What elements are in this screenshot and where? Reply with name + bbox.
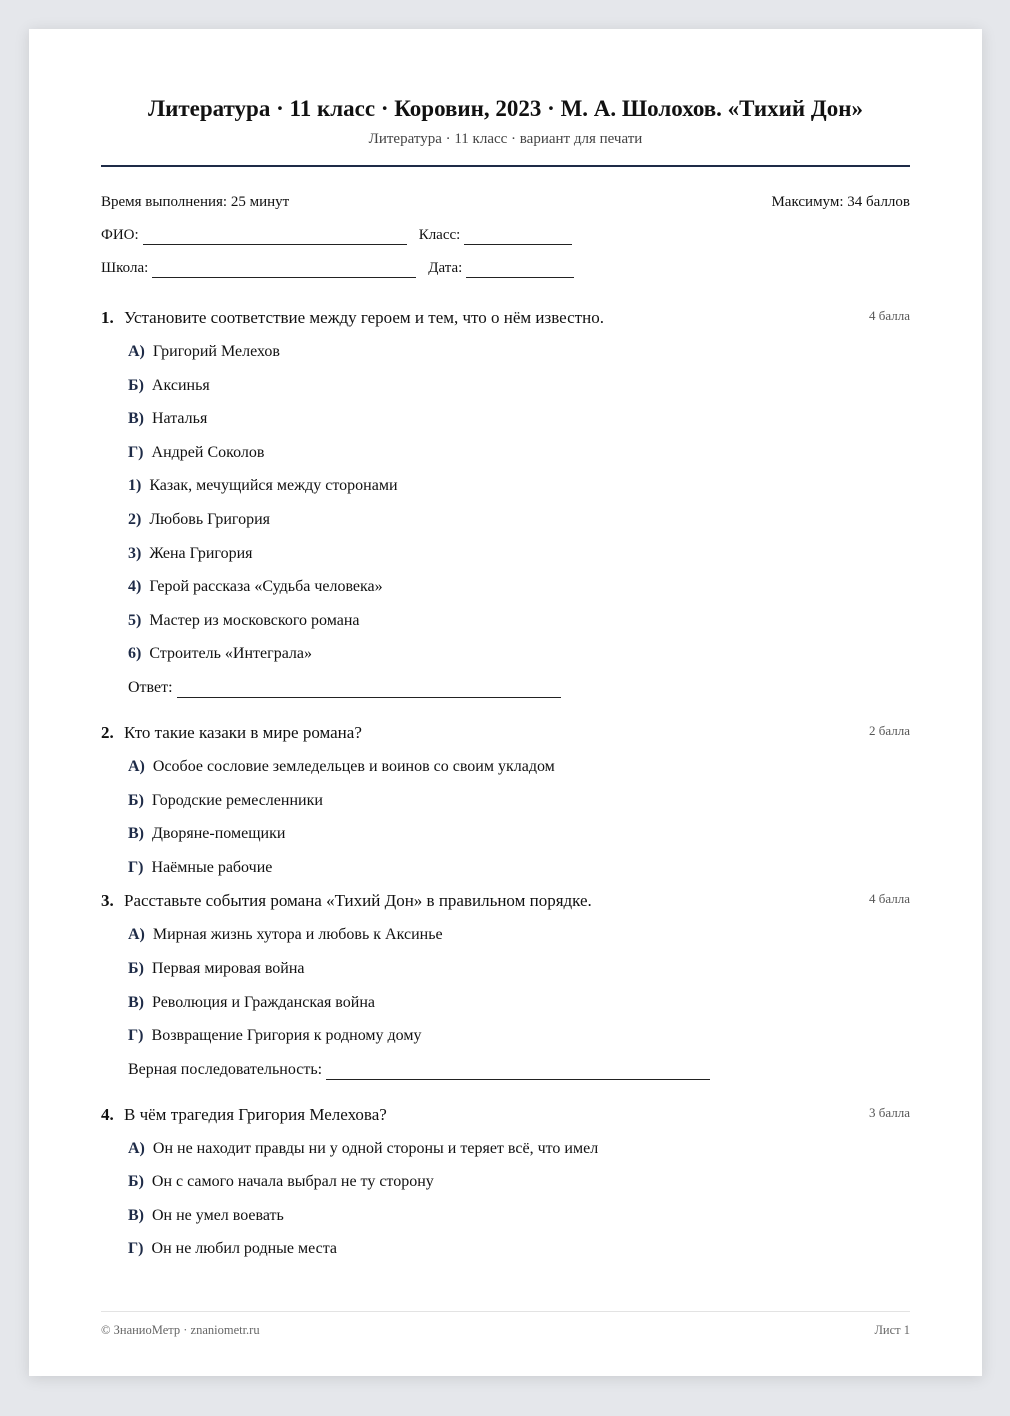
answer-line <box>128 677 910 698</box>
fio-blank[interactable] <box>143 230 407 245</box>
option-item <box>128 857 910 878</box>
option-text: Он не умел воевать <box>152 1206 284 1224</box>
option-label: Г) <box>128 1027 144 1045</box>
option-label: 6) <box>128 645 142 663</box>
options-list <box>128 924 910 1079</box>
option-label: Г) <box>128 858 144 876</box>
option-label: А) <box>128 1139 145 1157</box>
sequence-answer-blank[interactable] <box>326 1065 710 1080</box>
option-text: Андрей Соколов <box>151 443 265 461</box>
option-item <box>128 643 910 664</box>
school-label: Школа: <box>101 260 149 276</box>
option-text: Он не любил родные места <box>151 1240 338 1258</box>
option-label: В) <box>128 410 144 428</box>
option-text: Аксинья <box>151 376 210 394</box>
question-text: В чём трагедия Григория Мелехова? <box>124 1104 387 1124</box>
student-fields-row-2 <box>101 258 910 278</box>
option-text: Любовь Григория <box>149 510 271 528</box>
option-text: Первая мировая война <box>151 959 305 977</box>
footer-copyright: © ЗнаниоМетр · znaniometr.ru <box>101 1323 260 1337</box>
option-item <box>128 1205 910 1226</box>
question-4 <box>101 1104 910 1260</box>
option-label: Б) <box>128 376 144 394</box>
question-2 <box>101 722 910 878</box>
page-title: Литература · 11 класс · Коровин, 2023 · М. А. Шолохов. «Тихий Дон» <box>147 96 864 121</box>
option-label: А) <box>128 343 145 360</box>
option-item <box>128 790 910 811</box>
question-points: 2 балла <box>869 722 910 738</box>
question-points: 4 балла <box>869 891 910 907</box>
option-label: Г) <box>128 443 144 461</box>
option-text: Особое сословие земледельцев и воинов со своим укладом <box>152 757 555 775</box>
question-text: Кто такие казаки в мире романа? <box>124 722 362 742</box>
option-label: 1) <box>128 477 142 495</box>
option-text: Григорий Мелехов <box>152 343 280 360</box>
option-label: В) <box>128 1206 144 1224</box>
option-label: Г) <box>128 1240 144 1258</box>
question-header <box>101 890 910 912</box>
fio-label: ФИО: <box>101 227 139 243</box>
option-text: Городские ремесленники <box>151 791 323 809</box>
option-item <box>128 375 910 396</box>
option-item <box>128 924 910 945</box>
option-label: 4) <box>128 578 142 596</box>
question-text: Установите соответствие между героем и тем, что о нём известно. <box>124 308 604 327</box>
option-label: А) <box>128 757 145 775</box>
question-points: 4 балла <box>869 308 910 323</box>
answer-label: Верная последовательность: <box>128 1060 323 1078</box>
worksheet-page <box>29 29 982 1376</box>
option-text: Строитель «Интеграла» <box>149 645 313 663</box>
class-blank[interactable] <box>464 230 572 245</box>
answer-label: Ответ: <box>128 678 173 696</box>
max-score: Максимум: 34 баллов <box>771 194 910 210</box>
option-label: В) <box>128 825 144 843</box>
question-number: 1. <box>101 308 114 327</box>
option-item <box>128 408 910 429</box>
option-label: 3) <box>128 544 142 562</box>
question-number: 4. <box>101 1104 114 1124</box>
option-label: 2) <box>128 510 142 528</box>
option-item <box>128 475 910 496</box>
options-list <box>128 341 910 698</box>
option-item <box>128 823 910 844</box>
page-footer <box>101 1311 910 1338</box>
answer-line <box>128 1059 910 1080</box>
option-label: В) <box>128 993 144 1011</box>
option-text: Герой рассказа «Судьба человека» <box>149 578 383 596</box>
option-item <box>128 1138 910 1159</box>
option-text: Жена Григория <box>149 544 253 562</box>
question-points: 3 балла <box>869 1104 910 1120</box>
class-label: Класс: <box>418 227 461 243</box>
options-list <box>128 1138 910 1260</box>
option-label: Б) <box>128 959 144 977</box>
footer-sheet-number: Лист 1 <box>874 1323 910 1337</box>
option-item <box>128 1025 910 1046</box>
option-item <box>128 1238 910 1259</box>
option-text: Революция и Гражданская война <box>152 993 375 1011</box>
option-item <box>128 442 910 463</box>
school-blank[interactable] <box>152 263 416 278</box>
option-item <box>128 543 910 564</box>
question-number: 2. <box>101 722 114 742</box>
option-item <box>128 341 910 362</box>
option-item <box>128 576 910 597</box>
option-item <box>128 610 910 631</box>
time-limit: Время выполнения: 25 минут <box>101 194 290 210</box>
option-label: Б) <box>128 1173 144 1191</box>
option-text: Дворяне-помещики <box>152 825 286 843</box>
option-text: Он не находит правды ни у одной стороны и теряет всё, что имел <box>152 1139 599 1157</box>
option-text: Наталья <box>152 410 208 428</box>
worksheet-header <box>101 29 910 167</box>
date-blank[interactable] <box>466 263 574 278</box>
option-text: Мастер из московского романа <box>149 611 360 629</box>
option-item <box>128 509 910 530</box>
option-text: Наёмные рабочие <box>151 858 273 876</box>
page-subtitle: Литература · 11 класс · вариант для печати <box>368 131 643 147</box>
question-3 <box>101 890 910 1079</box>
question-header <box>101 722 910 744</box>
option-item <box>128 1171 910 1192</box>
option-text: Мирная жизнь хутора и любовь к Аксинье <box>152 926 443 944</box>
meta-row <box>101 192 910 212</box>
question-text: Расставьте события романа «Тихий Дон» в правильном порядке. <box>124 891 592 911</box>
student-fields-row-1 <box>101 225 910 245</box>
option-text: Возвращение Григория к родному дому <box>151 1027 422 1045</box>
question-number: 3. <box>101 891 114 911</box>
option-item <box>128 958 910 979</box>
option-label: 5) <box>128 611 142 629</box>
answer-blank[interactable] <box>177 683 561 698</box>
question-header <box>101 1104 910 1126</box>
option-text: Он с самого начала выбрал не ту сторону <box>151 1173 434 1191</box>
option-label: А) <box>128 926 145 944</box>
option-item <box>128 992 910 1013</box>
option-label: Б) <box>128 791 144 809</box>
option-text: Казак, мечущийся между сторонами <box>149 477 398 495</box>
options-list <box>128 756 910 878</box>
question-header <box>101 307 910 329</box>
date-label: Дата: <box>428 260 463 276</box>
question-1 <box>101 307 910 698</box>
option-item <box>128 756 910 777</box>
